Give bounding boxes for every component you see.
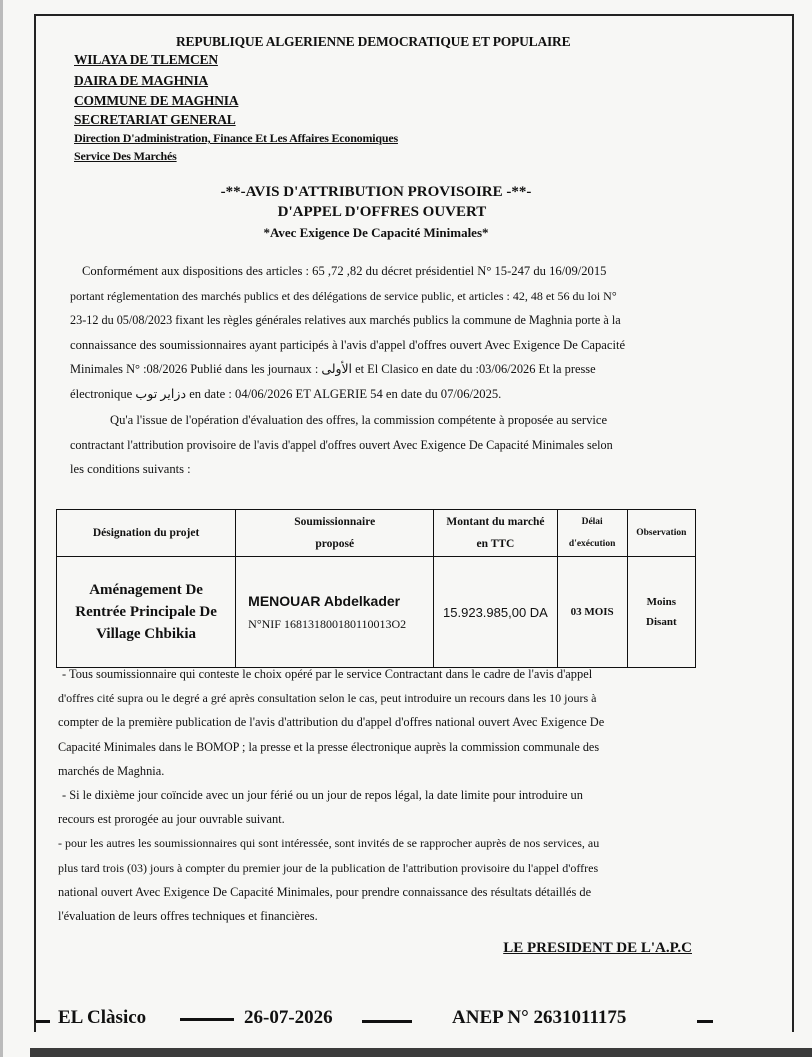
- terms-line: - pour les autres les soumissionnaires qui sont intéressée, sont invités de se rapprocher auprès de nos services, au: [58, 836, 600, 851]
- intro-line: portant réglementation des marchés publics et des délégations de service public, et articles : 42, 48 et 56 du loi N°: [70, 288, 617, 303]
- header-designation: Désignation du projet: [57, 510, 236, 557]
- intro-line: Minimales N° :08/2026 Publié dans les journaux : الأولى et El Clasico en date du :03/06/2026 Et la presse: [70, 362, 596, 376]
- page-edge-bottom: [30, 1048, 812, 1057]
- secretariat-heading: SECRETARIAT GENERAL: [74, 112, 236, 127]
- amount-cell: 15.923.985,00 DA: [434, 557, 557, 668]
- intro-line: connaissance des soumissionnaires ayant participés à l'avis d'appel d'offres ouvert Avec Exigence De Capacité: [70, 337, 626, 352]
- evaluation-line: Qu'a l'issue de l'opération d'évaluation des offres, la commission compétente à proposée au service: [110, 413, 608, 427]
- footer-rule: [180, 1018, 234, 1021]
- intro-paragraph: [70, 259, 700, 406]
- page-edge-left: [0, 0, 3, 1057]
- evaluation-line: les conditions suivants :: [70, 462, 191, 476]
- evaluation-paragraph: [70, 408, 700, 482]
- terms-line: recours est prorogée au jour ouvrable suivant.: [58, 812, 285, 827]
- signature-president: LE PRESIDENT DE L'A.P.C: [503, 940, 692, 956]
- terms-line: d'offres cité supra ou le degré a gré après consultation selon le cas, peut introduire un recours dans les 10 jours à: [58, 691, 597, 706]
- table-row: [57, 557, 696, 668]
- header-bidder: Soumissionnaire proposé: [236, 510, 434, 557]
- service-heading: Service Des Marchés: [74, 149, 177, 163]
- bidder-nif: N°NIF 168131800180110013O2: [248, 616, 407, 631]
- project-cell: Aménagement De Rentrée Principale De Village Chbikia: [57, 557, 236, 668]
- header-observation: Observation: [627, 510, 695, 557]
- footer-rule: [362, 1020, 412, 1023]
- anep-number: ANEP N° 2631011175: [452, 1007, 627, 1028]
- daira-heading: DAIRA DE MAGHNIA: [74, 73, 209, 88]
- notice-subtitle: D'APPEL D'OFFRES OUVERT: [277, 204, 487, 220]
- republic-heading: REPUBLIQUE ALGERIENNE DEMOCRATIQUE ET POPULAIRE: [176, 34, 571, 49]
- delay-cell: 03 MOIS: [557, 557, 627, 668]
- bidder-name: MENOUAR Abdelkader: [248, 592, 401, 609]
- notice-requirement: *Avec Exigence De Capacité Minimales*: [263, 225, 489, 240]
- intro-line: électronique دزاير توب en date : 04/06/2026 ET ALGERIE 54 en date du 07/06/2025.: [70, 386, 502, 401]
- header-amount: Montant du marché en TTC: [434, 510, 557, 557]
- publication-date: 26-07-2026: [244, 1007, 333, 1028]
- table-header-row: [57, 510, 696, 557]
- footer-rule: [36, 1020, 50, 1023]
- terms-line: marchés de Maghnia.: [58, 763, 165, 778]
- intro-line: Conformément aux dispositions des articles : 65 ,72 ,82 du décret présidentiel N° 15-247 du 16/09/2015: [82, 264, 607, 278]
- terms-line: Capacité Minimales dans le BOMOP ; la presse et la presse électronique auprès la commission communale des: [58, 739, 600, 754]
- terms-line: plus tard trois (03) jours à compter du premier jour de la publication de l'attribution provisoire du l'appel d'offres: [58, 860, 599, 875]
- footer-rule: [697, 1020, 713, 1023]
- terms-line: national ouvert Avec Exigence De Capacité Minimales, pour prendre connaissance des résultats détaillés de: [58, 884, 592, 899]
- publication-footer: [0, 1004, 812, 1034]
- bidder-cell: [236, 557, 434, 668]
- attribution-table: [56, 509, 696, 668]
- terms-line: - Tous soumissionnaire qui conteste le choix opéré par le service Contractant dans le cadre de l'avis d'appel: [62, 667, 593, 681]
- newspaper-name: EL Clàsico: [58, 1007, 147, 1028]
- notice-title: -**-AVIS D'ATTRIBUTION PROVISOIRE -**-: [220, 184, 532, 200]
- intro-line: 23-12 du 05/08/2023 fixant les règles générales relatives aux marchés publics la commune de Maghnia porte à la: [70, 313, 621, 327]
- wilaya-heading: WILAYA DE TLEMCEN: [74, 52, 218, 67]
- observation-cell: Moins Disant: [627, 557, 695, 668]
- direction-heading: Direction D'administration, Finance Et Les Affaires Economiques: [74, 131, 398, 145]
- evaluation-line: contractant l'attribution provisoire de l'avis d'appel d'offres ouvert Avec Exigence De Capacité Minimales selon: [70, 437, 613, 452]
- terms-line: compter de la première publication de l'avis d'attribution du d'appel d'offres national ouvert Avec Exigence De: [58, 715, 605, 730]
- header-delay: Délai d'exécution: [557, 510, 627, 557]
- terms-line: - Si le dixième jour coïncide avec un jour férié ou un jour de repos légal, la date limite pour introduire un: [62, 788, 583, 803]
- terms-paragraph: [58, 662, 698, 928]
- terms-line: l'évaluation de leurs offres techniques et financières.: [58, 909, 318, 924]
- commune-heading: COMMUNE DE MAGHNIA: [74, 93, 239, 108]
